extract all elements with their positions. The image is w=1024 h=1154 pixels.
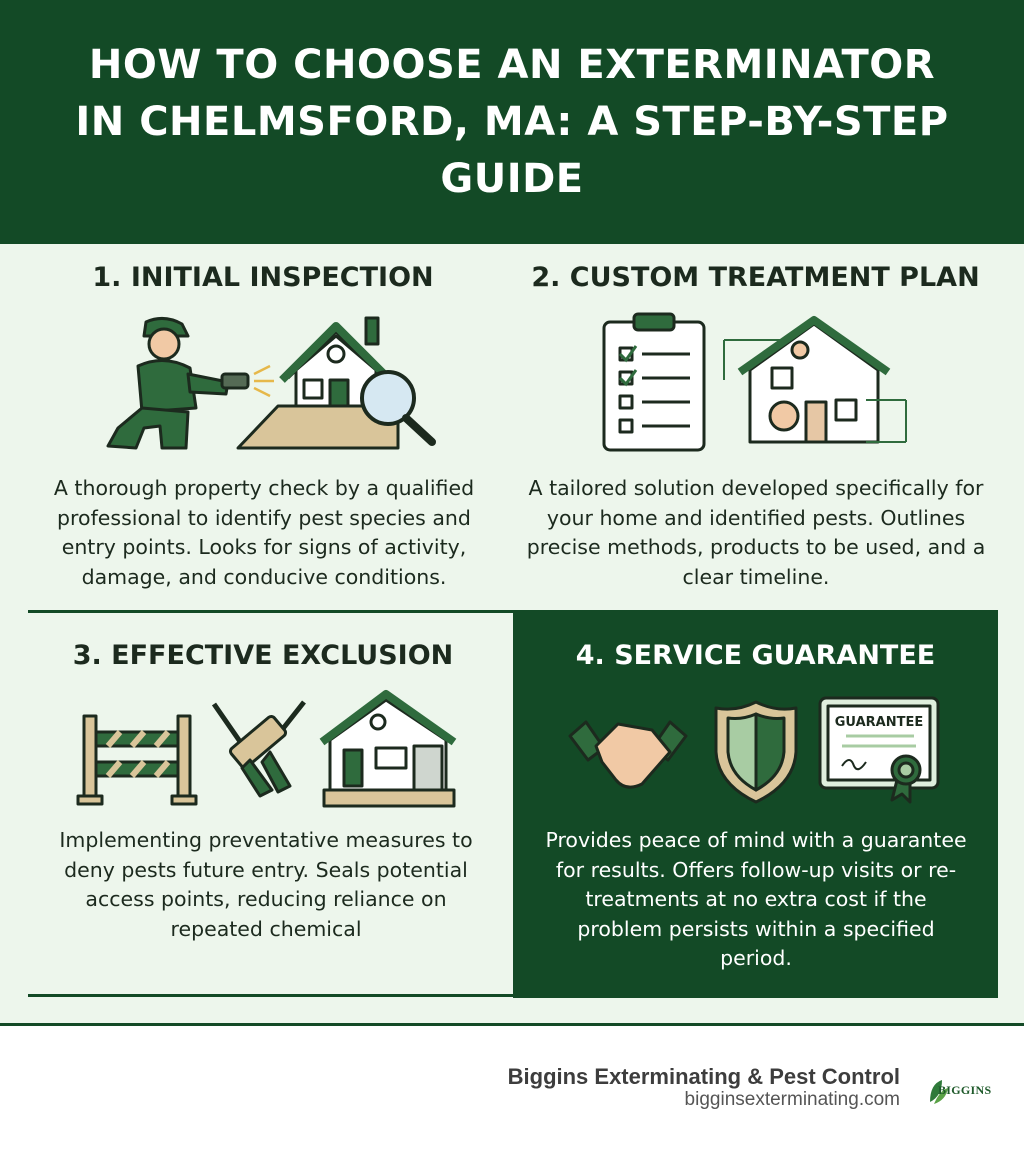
header-banner [0, 0, 1024, 244]
barrier-caulk-gun-sealed-house-icon [74, 690, 464, 810]
company-logo [926, 1078, 1000, 1106]
section-divider [28, 610, 998, 613]
section-divider-bottom [28, 994, 513, 997]
page-title: HOW TO CHOOSE AN EXTERMINATOR IN CHELMSFORD, MA: A STEP-BY-STEP GUIDE [75, 41, 949, 202]
certificate-label: GUARANTEE [834, 715, 924, 730]
step-description: Implementing preventative measures to deny pests future entry. Seals potential access points, reducing reliance on repeated chemical [59, 828, 473, 941]
checklist-clipboard-house-plan-icon [600, 310, 910, 460]
step-description: A tailored solution developed specifically for your home and identified pests. Outlines precise methods, products to be used, and a clear timeline. [526, 476, 986, 589]
company-website[interactable]: bigginsexterminating.com [684, 1089, 900, 1110]
handshake-shield-certificate-icon [566, 696, 956, 808]
logo-text: BIGGINS [938, 1083, 992, 1097]
step-title: 4. SERVICE GUARANTEE [575, 640, 936, 671]
step-description: Provides peace of mind with a guarantee for results. Offers follow-up visits or re-treatments at no extra cost if the problem persists within a specified period. [545, 828, 967, 970]
step-title: 2. CUSTOM TREATMENT PLAN [531, 262, 980, 293]
step-title: 3. EFFECTIVE EXCLUSION [72, 640, 454, 671]
inspector-with-flashlight-icon [98, 308, 538, 458]
company-name: Biggins Exterminating & Pest Control [507, 1064, 900, 1089]
step-description: A thorough property check by a qualified professional to identify pest species and entry points. Looks for signs of activity, damage, and conducive conditions. [53, 476, 475, 589]
content-bottom-border [0, 1023, 1024, 1026]
step-title: 1. INITIAL INSPECTION [92, 262, 434, 293]
